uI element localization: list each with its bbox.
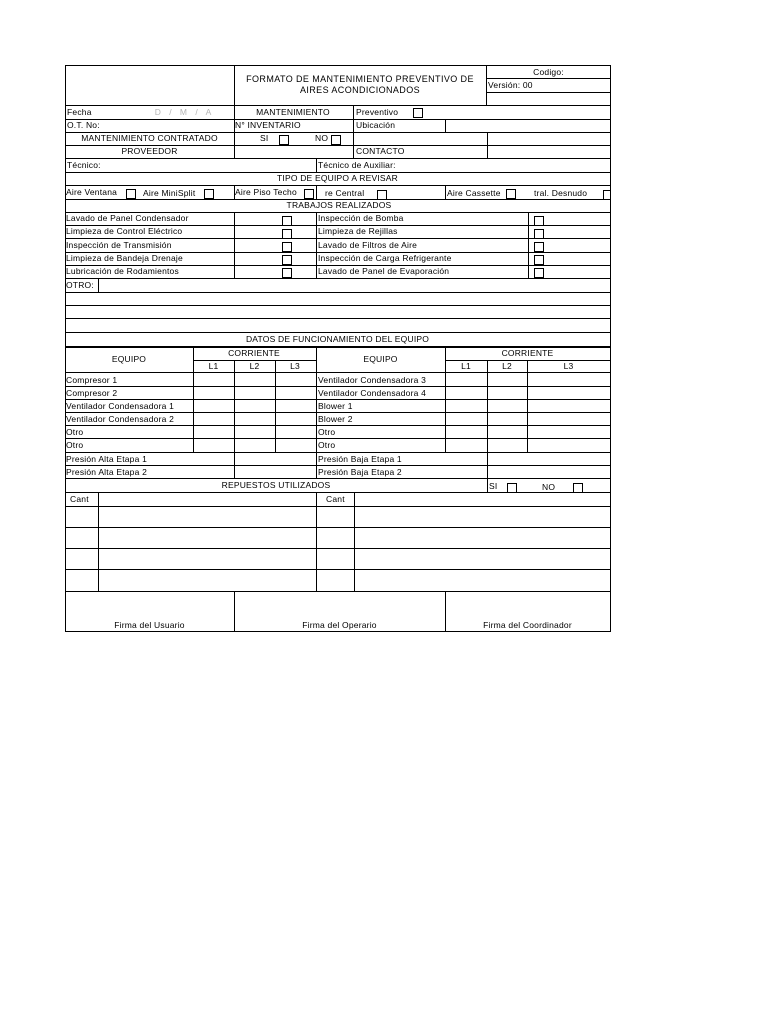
func-divider-234 [234,360,235,479]
row-line-412 [65,412,611,413]
phase-l1-right: L1 [461,361,471,371]
row-line-212 [65,212,611,213]
func-left-row-6: Otro [66,440,84,450]
func-right-row-3: Blower 1 [318,401,353,411]
firma-operario: Firma del Operario [302,620,377,630]
corriente-header-left: CORRIENTE [228,348,280,358]
ubicacion-label: Ubicación [356,120,396,130]
trabajo-right-5-checkbox[interactable] [534,268,544,278]
trabajo-left-2: Limpieza de Control Eléctrico [66,226,183,236]
func-left-row-3: Ventilador Condensadora 1 [66,401,175,411]
func-divider-275 [275,360,276,452]
tipo-item-minisplit: Aire MiniSplit [143,188,196,198]
inventario-label: N° INVENTARIO [235,120,301,130]
form-border-bottom [65,631,611,632]
corriente-header-right: CORRIENTE [501,348,554,358]
row-line-591 [65,591,611,592]
equipo-header-right: EQUIPO [363,354,398,364]
trabajo-right-2: Limpieza de Rejillas [318,226,398,236]
func-left-row-4: Ventilador Condensadora 2 [66,414,175,424]
form-border-top [65,65,611,66]
repuestos-divider-316 [316,492,317,592]
tecnico-divider [316,158,317,172]
func-right-row-2: Ventilador Condensadora 4 [318,388,427,398]
trabajo-right-4: Inspección de Carga Refrigerante [318,253,452,263]
contratado-label: MANTENIMIENTO CONTRATADO [81,133,218,143]
func-left-row-5: Otro [66,427,84,437]
fecha-field[interactable]: D / M / A [154,107,215,117]
repuestos-no-label: NO [542,482,556,492]
corriente-line-left [193,360,316,361]
form-title-line2: AIRES ACONDICIONADOS [299,85,421,95]
row-line-119 [65,119,611,120]
row-line-305 [65,305,611,306]
presion-baja-1: Presión Baja Etapa 1 [318,454,402,464]
trabajo-left-5: Lubricación de Rodamientos [66,266,179,276]
row-line-318 [65,318,611,319]
firmas-divider-445 [445,591,446,632]
row-line-225 [65,225,611,226]
trabajos-divider-316 [316,212,317,279]
preventivo-checkbox[interactable] [413,108,423,118]
row-line-278 [65,278,611,279]
funcionamiento-heading: DATOS DE FUNCIONAMIENTO DEL EQUIPO [245,334,430,344]
header-divider-left [234,65,235,105]
phase-l2-right: L2 [502,361,512,371]
row-line-292 [65,292,611,293]
tipo-item-ventana: Aire Ventana [66,187,118,197]
contratado-si-label: SI [260,133,269,143]
tipo-divider-445 [445,185,446,199]
mantenimiento-label: MANTENIMIENTO [256,107,330,117]
tipo-cassette-checkbox[interactable] [506,189,516,199]
row-line-105 [65,105,611,106]
trabajo-right-4-checkbox[interactable] [534,255,544,265]
func-right-row-4: Blower 2 [318,414,353,424]
trabajo-right-5: Lavado de Panel de Evaporación [318,266,450,276]
preventivo-label: Preventivo [356,107,399,117]
presion-alta-2: Presión Alta Etapa 2 [66,467,148,477]
func-divider-316 [316,346,317,479]
fecha-label: Fecha [67,107,92,117]
func-right-row-6: Otro [318,440,336,450]
row-line-569 [65,569,611,570]
row-line-386 [65,386,611,387]
header-version-line [486,92,610,93]
row-line-199 [65,199,611,200]
tipo-piso-techo-checkbox[interactable] [304,189,314,199]
gen-divider-234 [234,105,235,159]
header-code-line [486,78,610,79]
tipo-item-piso-techo: Aire Piso Techo [235,187,297,197]
row-line-252 [65,252,611,253]
form-title-line1: FORMATO DE MANTENIMIENTO PREVENTIVO DE [246,74,474,84]
firma-coordinador: Firma del Coordinador [483,620,572,630]
otro-divider [98,278,99,292]
func-divider-445 [445,346,446,452]
trabajo-left-4: Limpieza de Bandeja Drenaje [66,253,183,263]
firma-usuario: Firma del Usuario [114,620,185,630]
phase-l2-left: L2 [249,361,260,371]
repuestos-heading: REPUESTOS UTILIZADOS [221,480,331,490]
cant-header-left: Cant [70,494,89,504]
func-divider-527 [527,360,528,452]
func-divider-193 [193,346,194,452]
form-border-left [65,65,66,632]
row-line-438 [65,438,611,439]
trabajo-left-4-checkbox[interactable] [282,255,292,265]
repuestos-divider-354 [354,492,355,592]
row-line-172 [65,172,611,173]
repuestos-divider-98 [98,492,99,592]
row-line-548 [65,548,611,549]
row-line-185 [65,185,611,186]
func-divider-487 [487,360,488,492]
firmas-divider-234 [234,591,235,632]
trabajos-divider-528 [528,212,529,279]
trabajo-right-1: Inspección de Bomba [318,213,404,223]
row-line-465 [65,465,611,466]
func-left-row-1: Compresor 1 [66,375,118,385]
corriente-line-right [445,360,611,361]
trabajo-left-5-checkbox[interactable] [282,268,292,278]
func-right-row-1: Ventilador Condensadora 3 [318,375,427,385]
otro-label: OTRO: [66,280,94,290]
codigo-label: Codigo: [533,67,564,77]
tipo-item-cassette: Aire Cassette [447,188,501,198]
trabajo-right-3: Lavado de Filtros de Aire [318,240,418,250]
trabajo-left-3: Inspección de Transmisión [66,240,172,250]
row-line-506 [65,506,611,507]
proveedor-label: PROVEEDOR [121,146,178,156]
row-line-265 [65,265,611,266]
tipo-divider-234 [234,185,235,199]
trabajo-right-3-checkbox[interactable] [534,242,544,252]
tipo-item-central: re Central [325,188,365,198]
equipo-header-left: EQUIPO [111,354,147,364]
tipo-minisplit-checkbox[interactable] [204,189,214,199]
tipo-ventana-checkbox[interactable] [126,189,136,199]
row-line-145 [65,145,611,146]
ot-label: O.T. No: [67,120,100,130]
contratado-si-checkbox[interactable] [279,135,289,145]
gen-divider-353 [353,105,354,159]
row-line-452 [65,452,611,453]
contratado-no-checkbox[interactable] [331,135,341,145]
tipo-equipo-heading: TIPO DE EQUIPO A REVISAR [277,173,398,183]
row-line-399 [65,399,611,400]
row-line-346 [65,346,611,348]
tipo-item-desnudo: tral. Desnudo [534,188,588,198]
presion-baja-2: Presión Baja Etapa 2 [318,467,402,477]
tecnico-aux-label: Técnico de Auxiliar: [318,160,396,170]
func-left-row-2: Compresor 2 [66,388,118,398]
func-right-row-5: Otro [318,427,336,437]
contratado-no-label: NO [315,133,329,143]
contacto-label: CONTACTO [356,146,405,156]
row-line-132 [65,132,611,133]
tipo-divider-316 [316,185,317,199]
row-line-425 [65,425,611,426]
row-line-478 [65,478,611,479]
repuestos-si-label: SI [489,481,498,491]
gen-divider-445 [445,119,446,133]
header-divider-right [486,65,487,105]
cant-header-right: Cant [326,494,345,504]
row-line-238 [65,238,611,239]
trabajo-left-1: Lavado de Panel Condensador [66,213,189,223]
trabajos-heading: TRABAJOS REALIZADOS [286,200,392,210]
row-line-372 [65,372,611,373]
version-label: Versión: 00 [488,80,533,90]
gen-divider-487 [487,132,488,159]
phase-l3-left: L3 [290,361,300,371]
trabajo-left-3-checkbox[interactable] [282,242,292,252]
row-line-527 [65,527,611,528]
row-line-158 [65,158,611,159]
presion-alta-1: Presión Alta Etapa 1 [66,454,148,464]
row-line-492 [65,492,611,493]
tecnico-label: Técnico: [67,160,101,170]
phase-l3-right: L3 [563,361,574,371]
form-border-right [610,65,611,632]
row-line-332 [65,332,611,333]
phase-l1-left: L1 [208,361,219,371]
trabajos-divider-234 [234,212,235,279]
